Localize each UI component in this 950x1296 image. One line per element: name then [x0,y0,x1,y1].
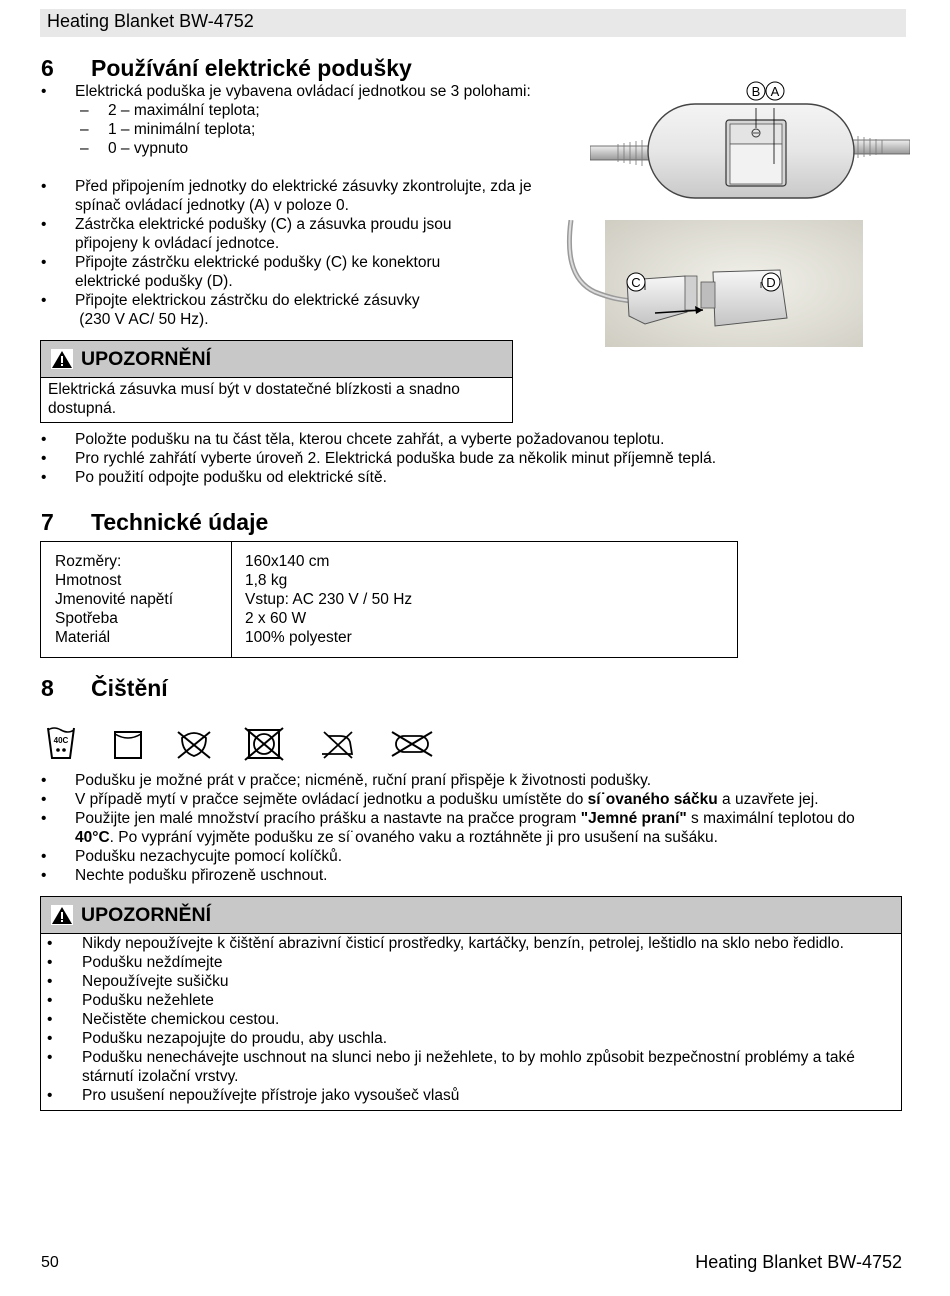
bullet: • [41,254,47,271]
warning-triangle-icon [51,905,73,925]
warning-item: Podušku nezapojujte do proudu, aby uschla. [82,1030,388,1047]
wash-temp-label: 40C [53,736,69,745]
wash-40c-icon [46,724,76,762]
header-title: Heating Blanket BW-4752 [47,11,254,31]
spec-key: Hmotnost [55,572,122,589]
spec-key: Rozměry: [55,553,122,570]
list-item: Podušku je možné prát v pračce; nicméně, ruční praní přispěje k životnosti podušky. [75,772,652,789]
list-item [75,809,855,828]
table-divider [231,542,232,657]
bullet: • [41,178,47,195]
level-item: 2 – maximální teplota; [108,102,260,119]
page-number: 50 [41,1254,59,1271]
section-7-heading [41,508,268,536]
control-unit-illustration [590,78,910,203]
bullet: • [47,1011,53,1028]
footer-title: Heating Blanket BW-4752 [695,1252,902,1272]
intro-text: Elektrická poduška je vybavena ovládací jednotkou se 3 polohami: [75,83,531,100]
spec-key: Spotřeba [55,610,118,627]
warning-title: UPOZORNĚNÍ [81,347,212,370]
warning-title: UPOZORNĚNÍ [81,903,212,926]
warning-item: Nečistěte chemickou cestou. [82,1011,280,1028]
list-item [75,790,819,809]
dash: – [80,102,89,119]
bullet: • [47,1087,53,1104]
bullet: • [41,469,47,486]
text-run: . Po vyprání vyjměte podušku ze sí˙ovaného vaku a roztáhněte ji pro usušení na sušáku. [109,829,718,846]
bullet: • [47,992,53,1009]
list-item: Nechte podušku přirozeně uschnout. [75,867,328,884]
bold-run: sí˙ovaného sáčku [587,791,718,808]
step-line: (230 V AC/ 50 Hz). [75,311,209,328]
warning-item: Pro usušení nepoužívejte přístroje jako vysoušeč vlasů [82,1087,460,1104]
section-title: Čištění [91,675,168,701]
warning-header [41,341,512,378]
list-item: Podušku nezachycujte pomocí kolíčků. [75,848,343,865]
bullet: • [47,1049,53,1066]
text-run: V případě mytí v pračce sejměte ovládací jednotku a podušku umístěte do [75,791,588,808]
bullet: • [41,292,47,309]
list-item: Položte podušku na tu část těla, kterou chcete zahřát, a vyberte požadovanou teplotu. [75,431,665,448]
warning-item: Podušku nenechávejte uschnout na slunci nebo ji nežehlete, to by mohlo způsobit bezpečnostní problémy a také [82,1049,855,1066]
label-b: B [751,84,761,99]
spec-value: Vstup: AC 230 V / 50 Hz [245,591,413,608]
section-6-heading [41,54,412,82]
label-a: A [770,84,780,99]
text-run: Použijte jen malé množství pracího prášku a nastavte na pračce program [75,810,581,827]
warning-item: Nikdy nepoužívejte k čištění abrazivní čisticí prostředky, kartáčky, benzín, petrolej, leštidlo na sklo nebo ředidlo. [82,935,844,952]
warning-item: Podušku neždímejte [82,954,223,971]
warning-triangle-icon [51,349,73,369]
bullet: • [41,791,47,808]
section-8-heading [41,674,168,702]
step-line: spínač ovládací jednotky (A) v poloze 0. [75,197,349,214]
section-number: 6 [41,55,54,81]
warning-line: dostupná. [48,400,117,417]
dash: – [80,121,89,138]
bold-run: "Jemné praní" [580,810,687,827]
bullet: • [41,772,47,789]
bullet: • [41,83,47,100]
do-not-iron-icon [318,728,356,760]
do-not-tumble-dry-icon [244,726,284,762]
bullet: • [47,935,53,952]
bullet: • [47,973,53,990]
bullet: • [47,954,53,971]
list-item: Pro rychlé zahřátí vyberte úroveň 2. Elektrická poduška bude za několik minut příjemně teplá. [75,450,716,467]
spec-value: 100% polyester [245,629,352,646]
section-title: Používání elektrické podušky [91,55,412,81]
warning-item: Nepoužívejte sušičku [82,973,229,990]
do-not-bleach-icon [176,728,212,760]
warning-text [48,380,460,418]
text-run: a uzavřete jej. [717,791,819,808]
warning-box [40,340,513,423]
bullet: • [41,216,47,233]
warning-header [41,897,901,934]
label-c: C [631,275,641,290]
connector-illustration [565,220,863,347]
section-number: 8 [41,675,54,701]
warning-line: Elektrická zásuvka musí být v dostatečné blízkosti a snadno [48,381,460,398]
dash: – [80,140,89,157]
spec-value: 1,8 kg [245,572,288,589]
step-line: Připojte elektrickou zástrčku do elektrické zásuvky [75,292,420,309]
label-d: D [766,275,776,290]
bold-run: 40°C [75,829,110,846]
step-line: Zástrčka elektrické podušky (C) a zásuvka proudu jsou [75,216,452,233]
step-line: Před připojením jednotky do elektrické zásuvky zkontrolujte, zda je [75,178,532,195]
bullet: • [47,1030,53,1047]
bullet: • [41,810,47,827]
step-line: elektrické podušky (D). [75,273,233,290]
spec-key: Jmenovité napětí [55,591,174,608]
bullet: • [41,431,47,448]
warning-item: Podušku nežehlete [82,992,214,1009]
spec-value: 2 x 60 W [245,610,307,627]
section-title: Technické údaje [91,509,269,535]
step-line: připojeny k ovládací jednotce. [75,235,280,252]
spec-table [40,541,738,658]
spec-value: 160x140 cm [245,553,330,570]
bullet: • [41,450,47,467]
level-item: 0 – vypnuto [108,140,189,157]
bullet: • [41,867,47,884]
level-item: 1 – minimální teplota; [108,121,256,138]
do-not-dry-clean-icon [390,728,434,760]
spec-key: Materiál [55,629,111,646]
bullet: • [41,848,47,865]
warning-box [40,896,902,1111]
step-line: Připojte zástrčku elektrické podušky (C) ke konektoru [75,254,441,271]
list-item-cont [75,828,718,847]
tumble-dry-square-icon [113,728,143,760]
warning-item-cont: stárnutí izolační vrstvy. [82,1068,239,1085]
text-run: s maximální teplotou do [686,810,855,827]
list-item: Po použití odpojte podušku od elektrické sítě. [75,469,387,486]
section-number: 7 [41,509,54,535]
